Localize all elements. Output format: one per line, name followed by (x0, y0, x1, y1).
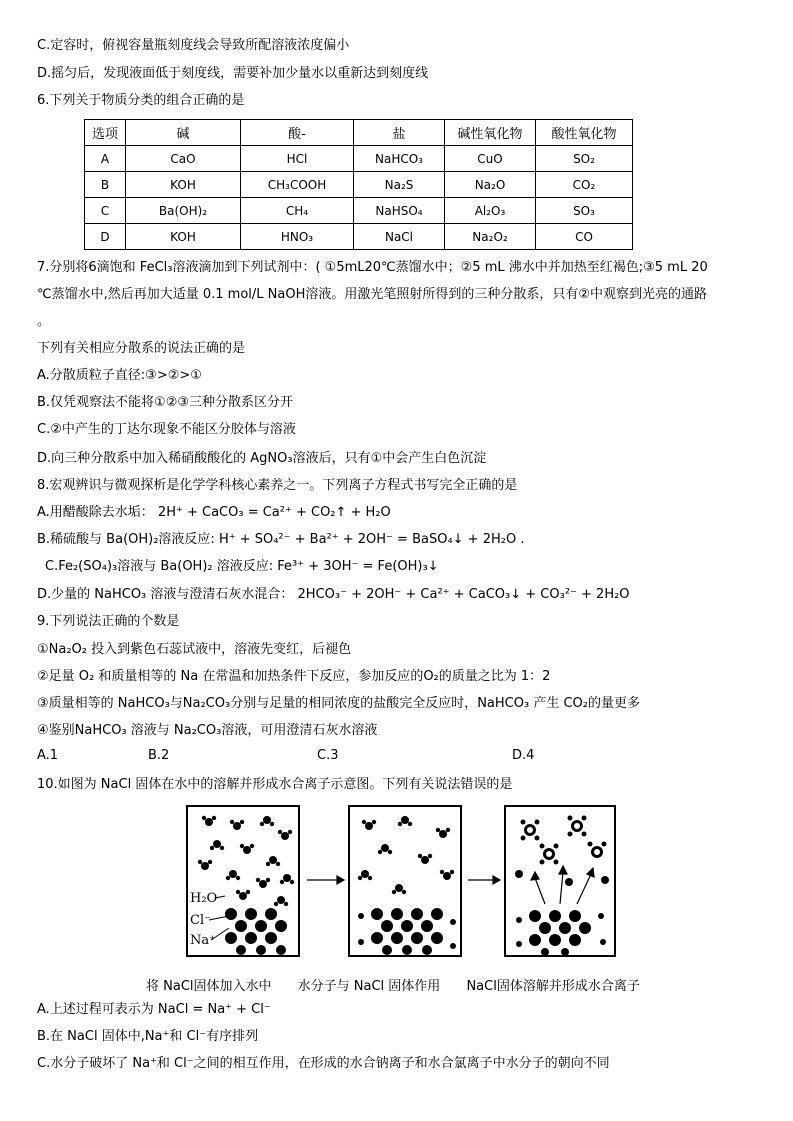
table-cell: KOH (126, 224, 241, 250)
table-cell: KOH (126, 172, 241, 198)
table-cell: NaHSO₄ (354, 198, 445, 224)
beaker-3 (505, 806, 615, 956)
caption-3: NaCl固体溶解并形成水合离子 (466, 979, 640, 994)
table-cell: D (85, 224, 126, 250)
table-header-cell: 酸性氧化物 (536, 120, 633, 146)
question-8-option-d: D.少量的 NaHCO₃ 溶液与澄清石灰水混合： 2HCO₃⁻ + 2OH⁻ + Ca²⁺ + CaCO₃↓ + CO₃²⁻ + 2H₂O (37, 587, 630, 602)
question-6-stem: 6.下列关于物质分类的组合正确的是 (37, 93, 245, 108)
option-a: A.1 (37, 748, 59, 763)
option-d: D.4 (512, 748, 535, 763)
question-10-stem: 10.如图为 NaCl 固体在水中的溶解并形成水合离子示意图。下列有关说法错误的是 (37, 777, 513, 792)
nacl-dissolution-figure (185, 804, 617, 964)
question-9-statement-2: ②足量 O₂ 和质量相等的 Na 在常温和加热条件下反应，参加反应的O₂的质量之比为 1：2 (37, 669, 551, 684)
table-cell: CuO (445, 146, 536, 172)
table-header-cell: 盐 (354, 120, 445, 146)
table-header-cell: 碱 (126, 120, 241, 146)
caption-1: 将 NaCl固体加入水中 (146, 979, 272, 994)
question-9-statement-4: ④鉴别NaHCO₃ 溶液与 Na₂CO₃溶液，可用澄清石灰水溶液 (37, 723, 378, 738)
table-cell: Na₂S (354, 172, 445, 198)
caption-2: 水分子与 NaCl 固体作用 (297, 979, 441, 994)
table-header-cell: 碱性氧化物 (445, 120, 536, 146)
table-header-row (85, 120, 633, 146)
table-cell: Ba(OH)₂ (126, 198, 241, 224)
question-8-option-b: B.稀硫酸与 Ba(OH)₂溶液反应: H⁺ + SO₄²⁻ + Ba²⁺ + 2OH⁻ = BaSO₄↓ + 2H₂O . (37, 532, 525, 547)
table-cell: SO₃ (536, 198, 633, 224)
table-cell: B (85, 172, 126, 198)
table-cell: NaCl (354, 224, 445, 250)
table-cell: Na₂O₂ (445, 224, 536, 250)
question-10-option-a: A.上述过程可表示为 NaCl = Na⁺ + Cl⁻ (37, 1002, 271, 1017)
question-7-stem-line-2: ℃蒸馏水中,然后再加大适量 0.1 mol/L NaOH溶液。用激光笔照射所得到的三种分散系，只有②中观察到光亮的通路 (37, 287, 708, 302)
question-9-statement-1: ①Na₂O₂ 投入到紫色石蕊试液中，溶液先变红，后褪色 (37, 642, 352, 657)
label-water: H₂O (190, 891, 218, 906)
table-header-cell: 酸- (241, 120, 354, 146)
question-7-option-c: C.②中产生的丁达尔现象不能区分胶体与溶液 (37, 422, 296, 437)
label-sodium: Na⁺ (190, 933, 216, 948)
table-cell: CH₄ (241, 198, 354, 224)
table-cell: CO₂ (536, 172, 633, 198)
table-cell: CaO (126, 146, 241, 172)
table-cell: Na₂O (445, 172, 536, 198)
table-row (85, 198, 633, 224)
table-cell: HNO₃ (241, 224, 354, 250)
question-8-option-a: A.用醋酸除去水垢： 2H⁺ + CaCO₃ = Ca²⁺ + CO₂↑ + H₂O (37, 505, 391, 520)
table-header-cell: 选项 (85, 120, 126, 146)
table-row (85, 172, 633, 198)
question-8-option-c: C.Fe₂(SO₄)₃溶液与 Ba(OH)₂ 溶液反应: Fe³⁺ + 3OH⁻ = Fe(OH)₃↓ (45, 559, 439, 574)
question-7-prompt: 下列有关相应分散系的说法正确的是 (37, 341, 246, 356)
label-chloride: Cl⁻ (190, 913, 211, 928)
question-8-stem: 8.宏观辨识与微观探析是化学学科核心素养之一。下列离子方程式书写完全正确的是 (37, 478, 518, 493)
table-cell: A (85, 146, 126, 172)
table-cell: NaHCO₃ (354, 146, 445, 172)
table-row (85, 224, 633, 250)
question-7-option-b: B.仅凭观察法不能将①②③三种分散系区分开 (37, 395, 294, 410)
question-7-option-a: A.分散质粒子直径:③>②>① (37, 368, 202, 383)
question-9-options (37, 748, 757, 766)
option-b: B.2 (148, 748, 170, 763)
question-7-stem-line-3: 。 (37, 314, 51, 329)
beaker-2 (349, 806, 461, 956)
table-cell: C (85, 198, 126, 224)
option-c: C.3 (317, 748, 339, 763)
table-cell: Al₂O₃ (445, 198, 536, 224)
question-7-stem-line-1: 7.分别将6滴饱和 FeCl₃溶液滴加到下列试剂中：( ①5mL20℃蒸馏水中；②5 mL 沸水中并加热至红褐色;③5 mL 20 (37, 260, 708, 275)
arrow-icon (307, 876, 344, 884)
classification-table (84, 119, 633, 250)
table-cell: CH₃COOH (241, 172, 354, 198)
question-9-stem: 9.下列说法正确的个数是 (37, 614, 180, 629)
line-d-option-q5: D.摇匀后，发现液面低于刻度线，需要补加少量水以重新达到刻度线 (37, 66, 429, 81)
line-c-option-q5: C.定容时，俯视容量瓶刻度线会导致所配溶液浓度偏小 (37, 38, 350, 53)
arrow-icon (468, 876, 500, 884)
table-cell: HCl (241, 146, 354, 172)
figure-captions (146, 975, 662, 994)
table-cell: CO (536, 224, 633, 250)
table-cell: SO₂ (536, 146, 633, 172)
question-10-option-b: B.在 NaCl 固体中,Na⁺和 Cl⁻有序排列 (37, 1029, 259, 1044)
dissolution-diagram (185, 804, 617, 960)
question-10-option-c: C.水分子破坏了 Na⁺和 Cl⁻之间的相互作用，在形成的水合钠离子和水合氯离子中水分子的朝向不同 (37, 1056, 610, 1071)
question-7-option-d: D.向三种分散系中加入稀硝酸酸化的 AgNO₃溶液后，只有①中会产生白色沉淀 (37, 451, 487, 466)
table-row (85, 146, 633, 172)
question-9-statement-3: ③质量相等的 NaHCO₃与Na₂CO₃分别与足量的相同浓度的盐酸完全反应时，NaHCO₃ 产生 CO₂的量更多 (37, 696, 640, 711)
